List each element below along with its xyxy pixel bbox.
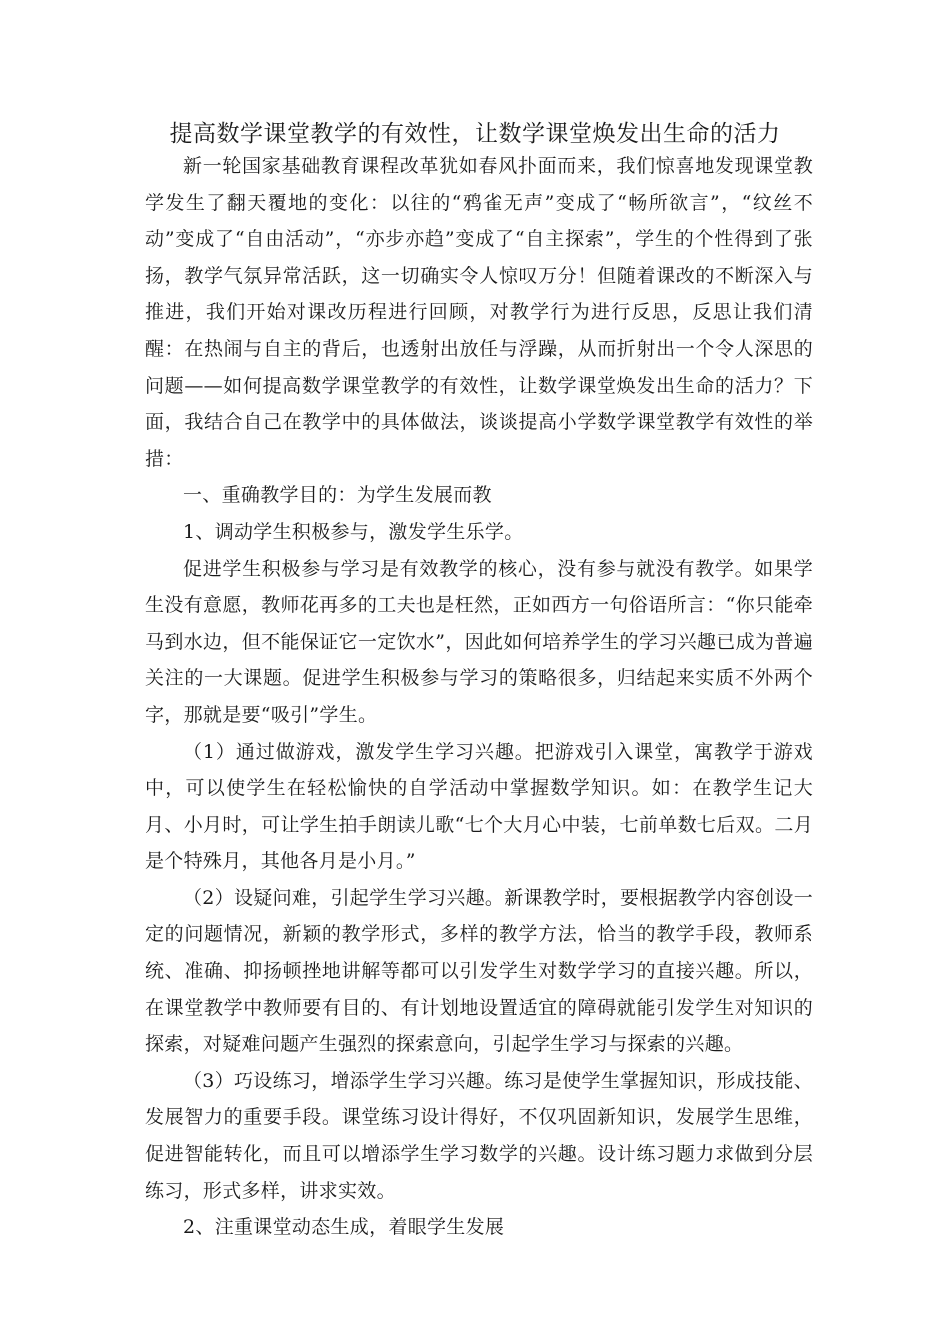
paragraph-questions: （2）设疑问难，引起学生学习兴趣。新课教学时，要根据教学内容创设一定的问题情况，新颖的教学形式，多样的教学方法，恰当的教学手段，教师系统、准确、抑扬顿挫地讲解等都可以引发学生对数学学习的直接兴趣。所以，在课堂教学中教师要有目的、有计划地设置适宜的障碍就能引发学生对知识的探索，对疑难问题产生强烈的探索意向，引起学生学习与探索的兴趣。 — [145, 886, 813, 1056]
subsection-heading-1: 1、调动学生积极参与，激发学生乐学。 — [183, 520, 524, 543]
paragraph-intro: 新一轮国家基础教育课程改革犹如春风扑面而来，我们惊喜地发现课堂教学发生了翻天覆地的变化：以往的“鸦雀无声”变成了“畅所欲言”，“纹丝不动”变成了“自由活动”，“亦步亦趋”变成了“自主探索”，学生的个性得到了张扬，教学气氛异常活跃，这一切确实令人惊叹万分！但随着课改的不断深入与推进，我们开始对课改历程进行回顾，对教学行为进行反思，反思让我们清醒：在热闹与自主的背后，也透射出放任与浮躁，从而折射出一个令人深思的问题——如何提高数学课堂教学的有效性，让数学课堂焕发出生命的活力？下面，我结合自己在教学中的具体做法，谈谈提高小学数学课堂教学有效性的举措： — [145, 155, 813, 470]
document-title: 提高数学课堂教学的有效性，让数学课堂焕发出生命的活力 — [169, 121, 781, 147]
paragraph-games: （1）通过做游戏，激发学生学习兴趣。把游戏引入课堂，寓教学于游戏中，可以使学生在轻松愉快的自学活动中掌握数学知识。如：在教学生记大月、小月时，可让学生拍手朗读儿歌“七个大月心中装，七前单数七后双。二月是个特殊月，其他各月是小月。” — [145, 740, 813, 873]
document-body — [145, 148, 813, 1246]
paragraph-participation: 促进学生积极参与学习是有效教学的核心，没有参与就没有教学。如果学生没有意愿，教师花再多的工夫也是枉然，正如西方一句俗语所言：“你只能牵马到水边，但不能保证它一定饮水”，因此如何培养学生的学习兴趣已成为普遍关注的一大课题。促进学生积极参与学习的策略很多，归结起来实质不外两个字，那就是要“吸引”学生。 — [145, 557, 813, 726]
subsection-heading-2: 2、注重课堂动态生成，着眼学生发展 — [183, 1216, 505, 1239]
paragraph-exercises: （3）巧设练习，增添学生学习兴趣。练习是使学生掌握知识，形成技能、发展智力的重要手段。课堂练习设计得好，不仅巩固新知识，发展学生思维，促进智能转化，而且可以增添学生学习数学的兴趣。设计练习题力求做到分层练习，形式多样，讲求实效。 — [145, 1069, 813, 1202]
section-heading-1: 一、重确教学目的：为学生发展而教 — [183, 484, 492, 507]
